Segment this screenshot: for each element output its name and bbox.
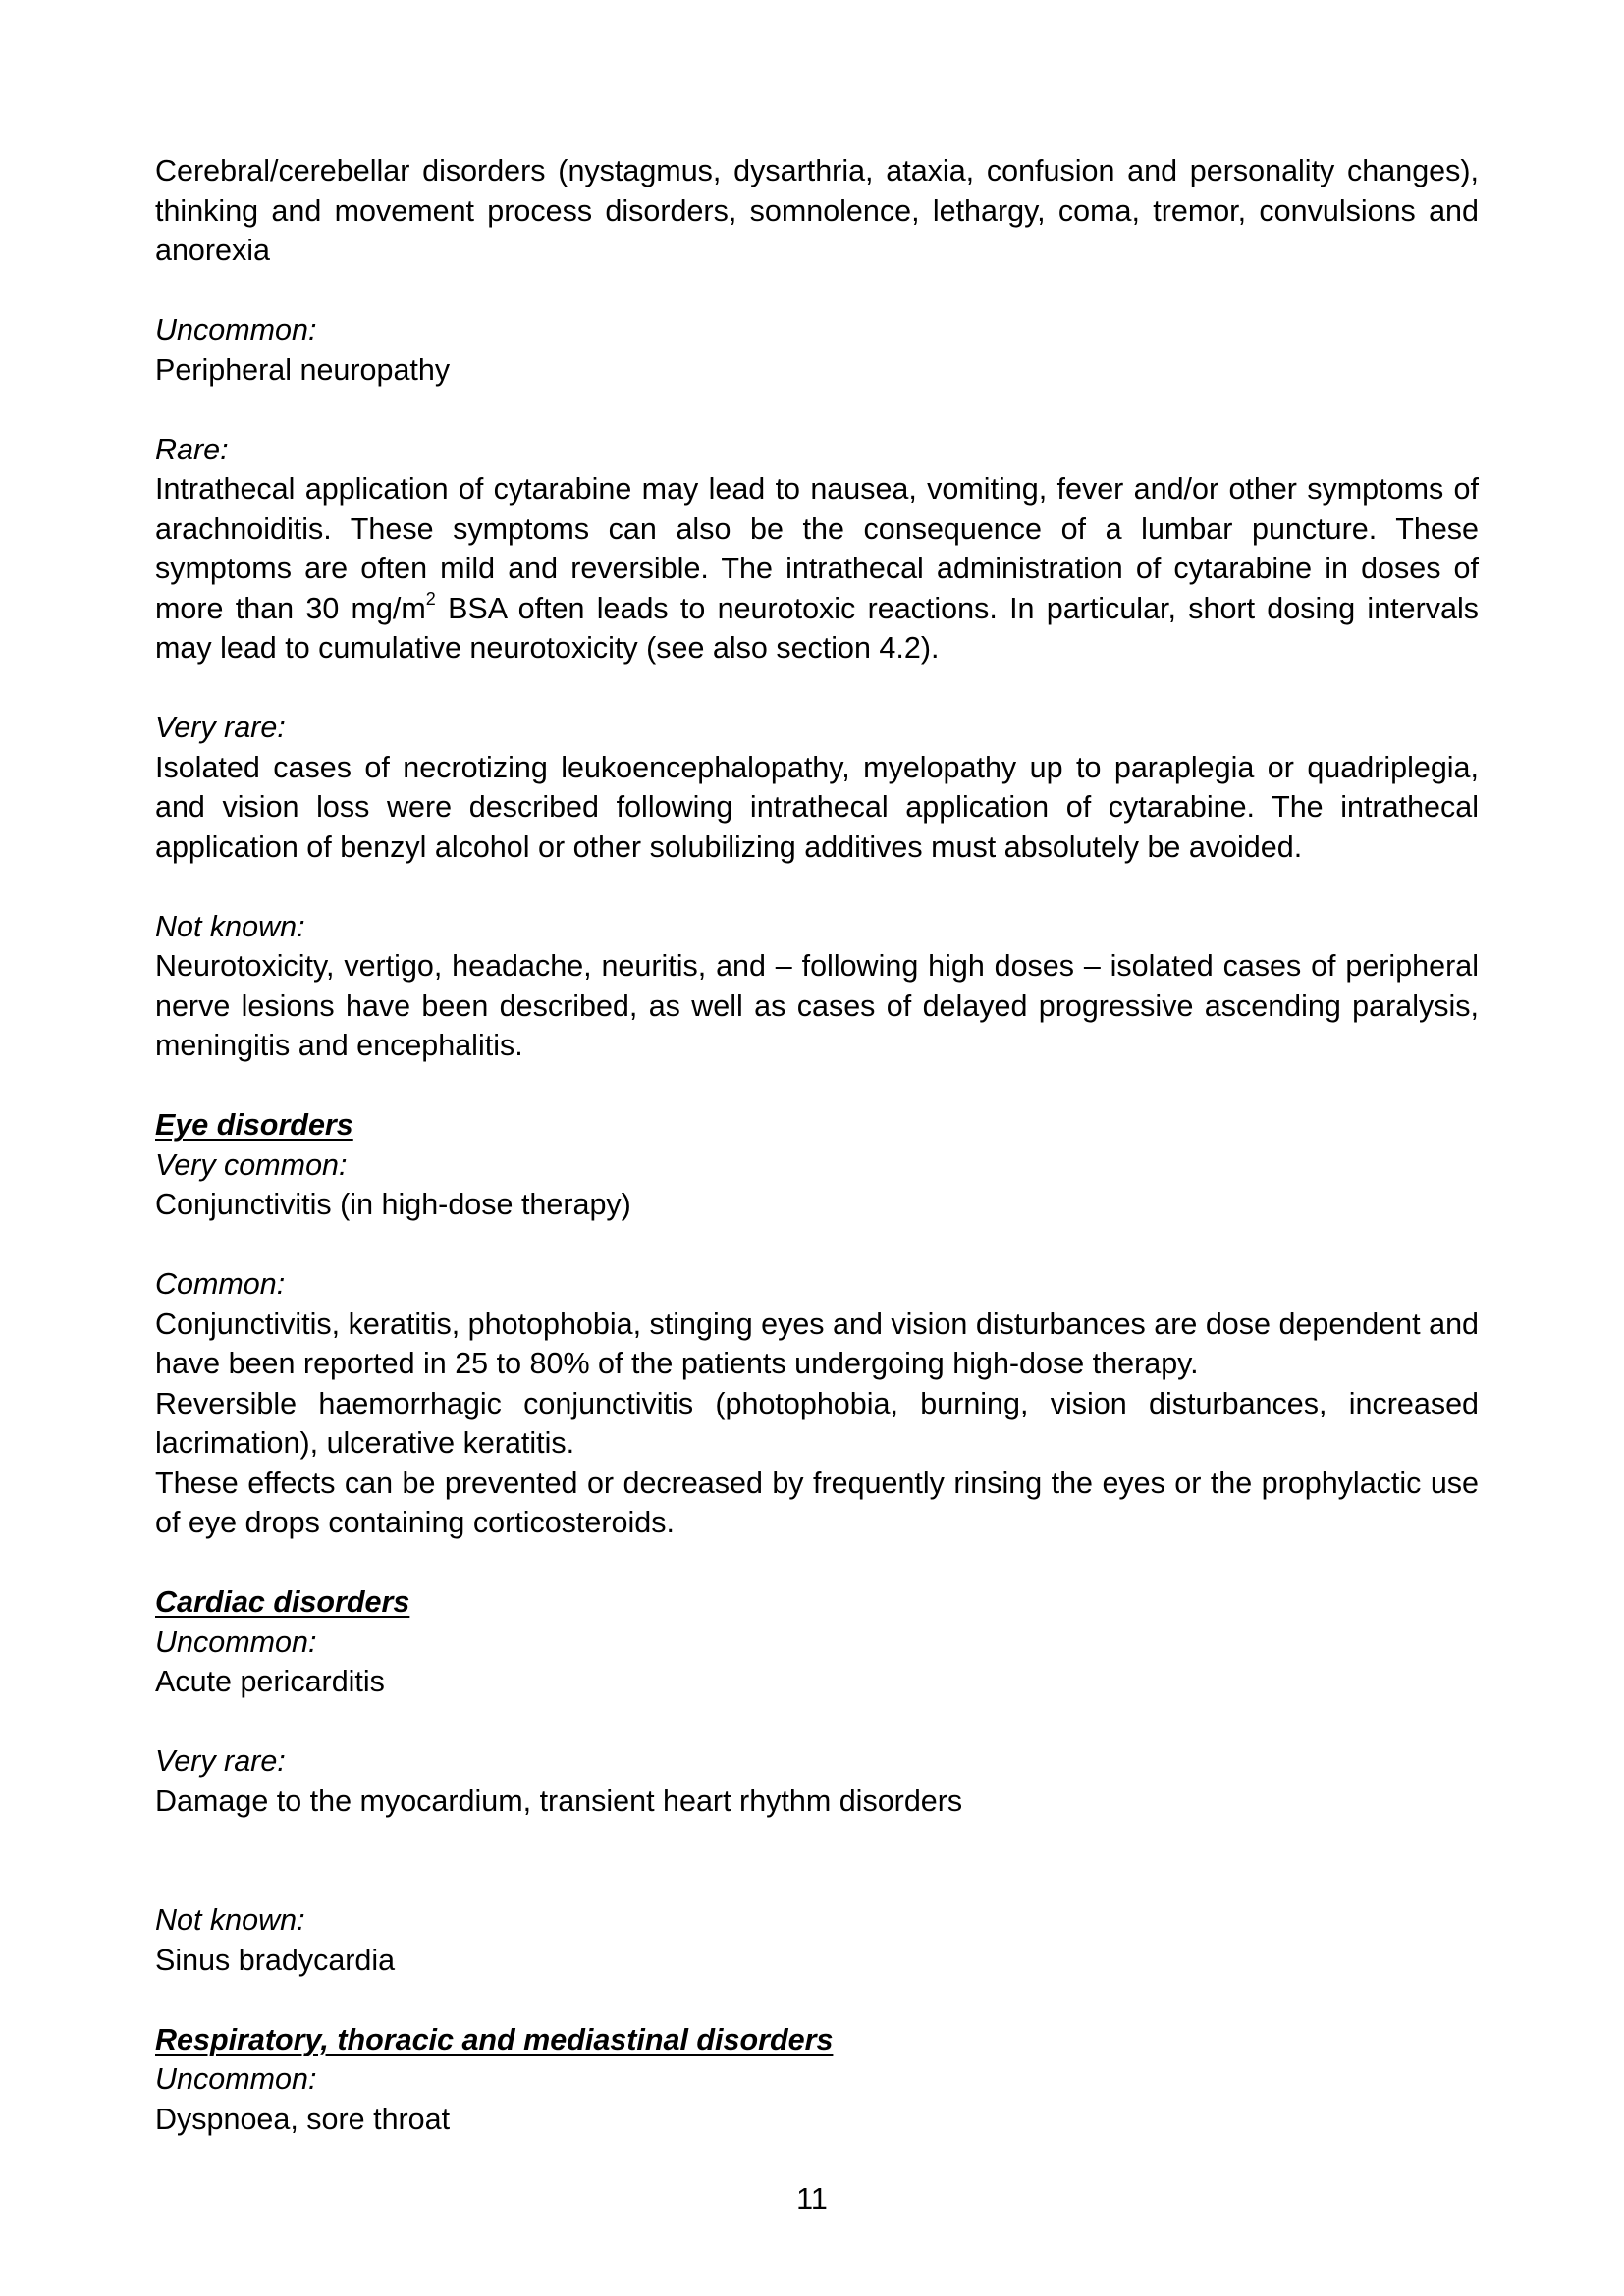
document-body — [155, 151, 1479, 2139]
nervous-uncommon-text: Peripheral neuropathy — [155, 352, 451, 387]
spacer — [155, 271, 1479, 311]
spacer — [155, 1980, 1479, 2020]
frequency-label-not-known: Not known: — [155, 1903, 305, 1937]
spacer — [155, 867, 1479, 907]
spacer — [155, 1066, 1479, 1106]
section-heading-respiratory-disorders: Respiratory, thoracic and mediastinal disorders — [155, 2022, 834, 2056]
frequency-label-very-rare: Very rare: — [155, 1744, 286, 1778]
spacer — [155, 1225, 1479, 1265]
eye-common-paragraph-3: These effects can be prevented or decreased by frequently rinsing the eyes or the prophylactic use of eye drops containing corticosteroids. — [155, 1466, 1479, 1539]
nervous-rare-text-a: Intrathecal application of cytarabine may lead to nausea, vomiting, fever and/or other symptoms of arachnoiditis. These symptoms can also be the consequence of a lumbar puncture. These symptoms are often mild and reversible. The intrathecal administration of cytarabine in doses of more than 30 mg/m — [155, 472, 1479, 625]
eye-very-common-text: Conjunctivitis (in high-dose therapy) — [155, 1188, 631, 1221]
respiratory-uncommon-text: Dyspnoea, sore throat — [155, 2102, 451, 2136]
frequency-label-uncommon: Uncommon: — [155, 2062, 317, 2096]
eye-common-paragraph-2: Reversible haemorrhagic conjunctivitis (photophobia, burning, vision disturbances, increased lacrimation), ulcerative keratitis. — [155, 1386, 1479, 1460]
frequency-label-not-known: Not known: — [155, 909, 305, 943]
nervous-not-known-paragraph: Neurotoxicity, vertigo, headache, neuritis, and – following high doses – isolated cases of peripheral nerve lesions have been described, as well as cases of delayed progressive ascending paralysis, meningitis and encephalitis. — [155, 949, 1479, 1062]
frequency-label-uncommon: Uncommon: — [155, 1625, 317, 1659]
spacer — [155, 1543, 1479, 1583]
frequency-label-common: Common: — [155, 1267, 286, 1301]
page-number: 11 — [796, 2182, 828, 2216]
frequency-label-uncommon: Uncommon: — [155, 313, 317, 347]
eye-common-paragraph-1: Conjunctivitis, keratitis, photophobia, stinging eyes and vision disturbances are dose dependent and have been reported in 25 to 80% of the patients undergoing high-dose therapy. — [155, 1307, 1479, 1380]
spacer — [155, 668, 1479, 709]
cardiac-very-rare-text: Damage to the myocardium, transient heart rhythm disorders — [155, 1784, 963, 1818]
section-heading-eye-disorders: Eye disorders — [155, 1108, 353, 1142]
frequency-label-rare: Rare: — [155, 432, 229, 466]
nervous-very-rare-paragraph: Isolated cases of necrotizing leukoencephalopathy, myelopathy up to paraplegia or quadriplegia, and vision loss were described following intrathecal application of cytarabine. The intrathecal application of benzyl alcohol or other solubilizing additives must absolutely be avoided. — [155, 750, 1479, 864]
spacer — [155, 1702, 1479, 1742]
superscript-two: 2 — [425, 589, 436, 610]
nervous-intro-paragraph: Cerebral/cerebellar disorders (nystagmus, dysarthria, ataxia, confusion and personality changes), thinking and movement process disorders, somnolence, lethargy, coma, tremor, convulsions and anorexia — [155, 154, 1479, 267]
cardiac-not-known-text: Sinus bradycardia — [155, 1943, 396, 1977]
spacer — [155, 1821, 1479, 1900]
frequency-label-very-common: Very common: — [155, 1148, 348, 1182]
nervous-rare-text-b: BSA often leads to neurotoxic reactions. In particular, short dosing intervals may lead to cumulative neurotoxicity (see also section 4.2). — [155, 591, 1479, 665]
nervous-rare-paragraph — [155, 469, 1479, 668]
spacer — [155, 390, 1479, 430]
cardiac-uncommon-text: Acute pericarditis — [155, 1665, 385, 1698]
section-heading-cardiac-disorders: Cardiac disorders — [155, 1585, 410, 1619]
frequency-label-very-rare: Very rare: — [155, 711, 286, 744]
